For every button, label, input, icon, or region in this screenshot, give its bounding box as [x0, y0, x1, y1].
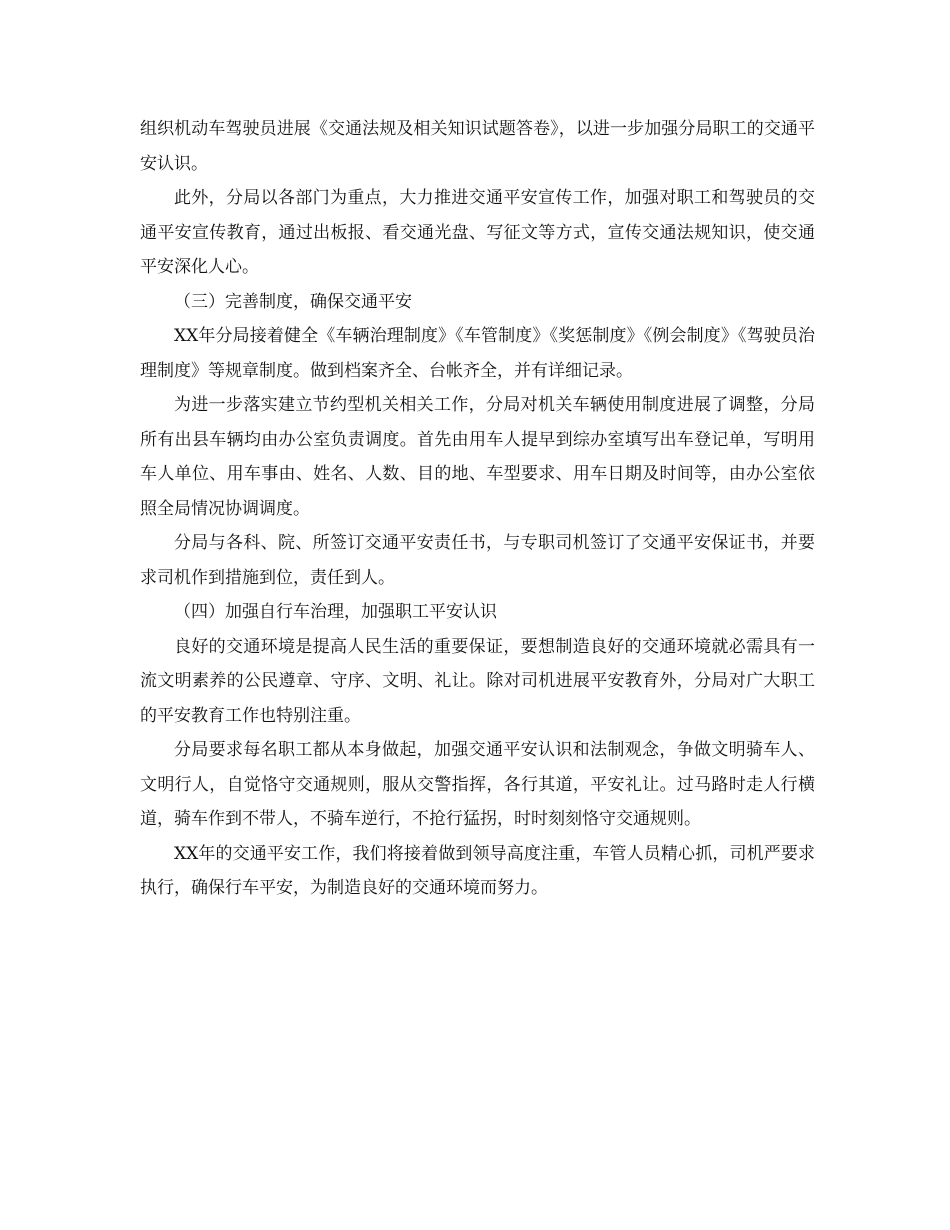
paragraph-8: 良好的交通环境是提高人民生活的重要保证，要想制造良好的交通环境就必需具有一流文明素养的公民遵章、守序、文明、礼让。除对司机进展平安教育外，分局对广大职工的平安教育工作也特别注重。 [140, 636, 815, 726]
paragraph-1: 组织机动车驾驶员进展《交通法规及相关知识试题答卷》，以进一步加强分局职工的交通平安认识。 [140, 119, 815, 174]
document-body [140, 112, 815, 906]
paragraph-4: XX年分局接着健全《车辆治理制度》《车管制度》《奖惩制度》《例会制度》《驾驶员治理制度》等规章制度。做到档案齐全、台帐齐全，并有详细记录。 [140, 326, 815, 381]
section-heading-3: （三）完善制度，确保交通平安 [174, 291, 412, 312]
paragraph-5: 为进一步落实建立节约型机关相关工作，分局对机关车辆使用制度进展了调整，分局所有出县车辆均由办公室负责调度。首先由用车人提早到综办室填写出车登记单，写明用车人单位、用车事由、姓名、人数、目的地、车型要求、用车日期及时间等，由办公室依照全局情况协调调度。 [140, 395, 815, 519]
section-heading-4: （四）加强自行车治理，加强职工平安认识 [174, 602, 497, 622]
paragraph-2: 此外，分局以各部门为重点，大力推进交通平安宣传工作，加强对职工和驾驶员的交通平安宣传教育，通过出板报、看交通光盘、写征文等方式，宣传交通法规知识，使交通平安深化人心。 [140, 188, 815, 277]
paragraph-10: XX年的交通平安工作，我们将接着做到领导高度注重，车管人员精心抓，司机严要求执行，确保行车平安，为制造良好的交通环境而努力。 [140, 843, 815, 898]
paragraph-9: 分局要求每名职工都从本身做起，加强交通平安认识和法制观念，争做文明骑车人、文明行人，自觉恪守交通规则，服从交警指挥，各行其道，平安礼让。过马路时走人行横道，骑车作到不带人，不骑车逆行，不抢行猛拐，时时刻刻恪守交通规则。 [140, 740, 815, 829]
paragraph-6: 分局与各科、院、所签订交通平安责任书，与专职司机签订了交通平安保证书，并要求司机作到措施到位，责任到人。 [140, 533, 815, 588]
